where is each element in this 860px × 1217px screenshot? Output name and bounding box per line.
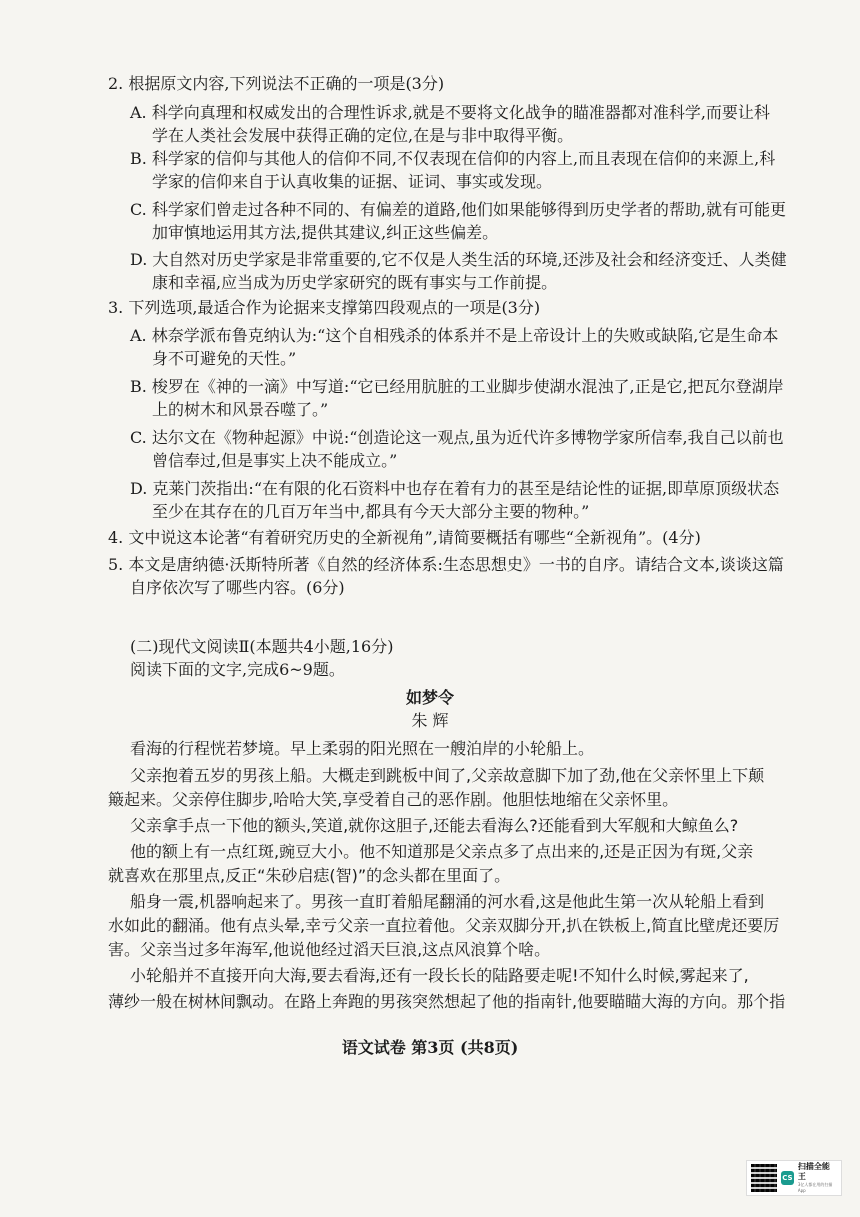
paragraph-4-cont: 就喜欢在那里点,反正“朱砂启痣(智)”的念头都在里面了。 (108, 866, 511, 885)
paragraph-2-cont: 簸起来。父亲停住脚步,哈哈大笑,享受着自己的恶作剧。他胆怯地缩在父亲怀里。 (108, 790, 679, 809)
question-2-option-b-cont: 学家的信仰来自于认真收集的证据、证词、事实或发现。 (152, 172, 553, 191)
watermark-subtitle: 3亿人都在用的扫描App (797, 1182, 833, 1193)
question-2-option-d-cont: 康和幸福,应当成为历史学家研究的既有事实与工作前提。 (152, 273, 558, 292)
paragraph-3: 父亲拿手点一下他的额头,笑道,就你这胆子,还能去看海么?还能看到大军舰和大鲸鱼么? (130, 816, 739, 835)
paragraph-1: 看海的行程恍若梦境。早上柔弱的阳光照在一艘泊岸的小轮船上。 (130, 739, 595, 758)
reading-instruction: 阅读下面的文字,完成6~9题。 (130, 660, 345, 679)
question-3-option-a-cont: 身不可避免的天性。” (152, 349, 297, 368)
paragraph-5-cont-1: 水如此的翻涌。他有点头晕,幸亏父亲一直拉着他。父亲双脚分开,扒在铁板上,简直比壁虎还要厉 (108, 916, 780, 935)
question-2-option-d: D. 大自然对历史学家是非常重要的,它不仅是人类生活的环境,还涉及社会和经济变迁、人类健 (130, 250, 787, 269)
question-2-option-a: A. 科学向真理和权威发出的合理性诉求,就是不要将文化战争的瞄准器都对准科学,而要让科 (130, 103, 770, 122)
question-2-stem: 2. 根据原文内容,下列说法不正确的一项是(3分) (108, 74, 445, 93)
question-3-option-d: D. 克莱门茨指出:“在有限的化石资料中也存在着有力的甚至是结论性的证据,即草原顶级状态 (130, 479, 780, 498)
question-3-option-c: C. 达尔文在《物种起源》中说:“创造论这一观点,虽为近代许多博物学家所信奉,我自己以前也 (130, 428, 784, 447)
page-footer: 语文试卷 第3页 (共8页) (341, 1038, 519, 1057)
question-3-option-b: B. 梭罗在《神的一滴》中写道:“它已经用肮脏的工业脚步使湖水混浊了,正是它,把瓦尔登湖岸 (130, 377, 784, 396)
article-author: 朱 辉 (411, 711, 449, 730)
paragraph-5-cont-2: 害。父亲当过多年海军,他说他经过滔天巨浪,这点风浪算个啥。 (108, 940, 551, 959)
article-title: 如梦令 (405, 688, 454, 707)
paragraph-5: 船身一震,机器响起来了。男孩一直盯着船尾翻涌的河水看,这是他此生第一次从轮船上看到 (130, 892, 765, 911)
question-5-cont: 自序依次写了哪些内容。(6分) (130, 578, 345, 597)
question-2-option-c: C. 科学家们曾走过各种不同的、有偏差的道路,他们如果能够得到历史学者的帮助,就有可能更 (130, 200, 787, 219)
paragraph-4: 他的额上有一点红斑,豌豆大小。他不知道那是父亲点多了点出来的,还是正因为有斑,父亲 (130, 842, 754, 861)
question-3-stem: 3. 下列选项,最适合作为论据来支撑第四段观点的一项是(3分) (108, 298, 541, 317)
paragraph-2: 父亲抱着五岁的男孩上船。大概走到跳板中间了,父亲故意脚下加了劲,他在父亲怀里上下颠 (130, 766, 765, 785)
question-2-option-b: B. 科学家的信仰与其他人的信仰不同,不仅表现在信仰的内容上,而且表现在信仰的来源上,科 (130, 149, 776, 168)
question-3-option-b-cont: 上的树木和风景吞噬了。” (152, 400, 329, 419)
scanner-watermark (746, 1160, 842, 1196)
question-3-option-d-cont: 至少在其存在的几百万年当中,都具有今天大部分主要的物种。” (152, 502, 590, 521)
question-3-option-c-cont: 曾信奉过,但是事实上决不能成立。” (152, 451, 398, 470)
question-4: 4. 文中说这本论著“有着研究历史的全新视角”,请简要概括有哪些“全新视角”。(4分) (108, 528, 701, 547)
section-heading: (二)现代文阅读Ⅱ(本题共4小题,16分) (130, 637, 394, 656)
question-3-option-a: A. 林奈学派布鲁克纳认为:“这个自相残杀的体系并不是上帝设计上的失败或缺陷,它是生命本 (130, 326, 779, 345)
question-2-option-c-cont: 加审慎地运用其方法,提供其建议,纠正这些偏差。 (152, 223, 499, 242)
question-2-option-a-cont: 学在人类社会发展中获得正确的定位,在是与非中取得平衡。 (152, 126, 574, 145)
watermark-name: 扫描全能王 (797, 1162, 830, 1181)
qr-code-icon (751, 1164, 777, 1192)
watermark-text (798, 1162, 837, 1194)
camscanner-logo-icon: CS (781, 1171, 794, 1185)
paragraph-6-cont: 薄纱一般在树林间飘动。在路上奔跑的男孩突然想起了他的指南针,他要瞄瞄大海的方向。那个指 (108, 992, 786, 1011)
question-5: 5. 本文是唐纳德·沃斯特所著《自然的经济体系:生态思想史》一书的自序。请结合文本,谈谈这篇 (108, 555, 784, 574)
paragraph-6: 小轮船并不直接开向大海,要去看海,还有一段长长的陆路要走呢!不知什么时候,雾起来了, (130, 966, 749, 985)
